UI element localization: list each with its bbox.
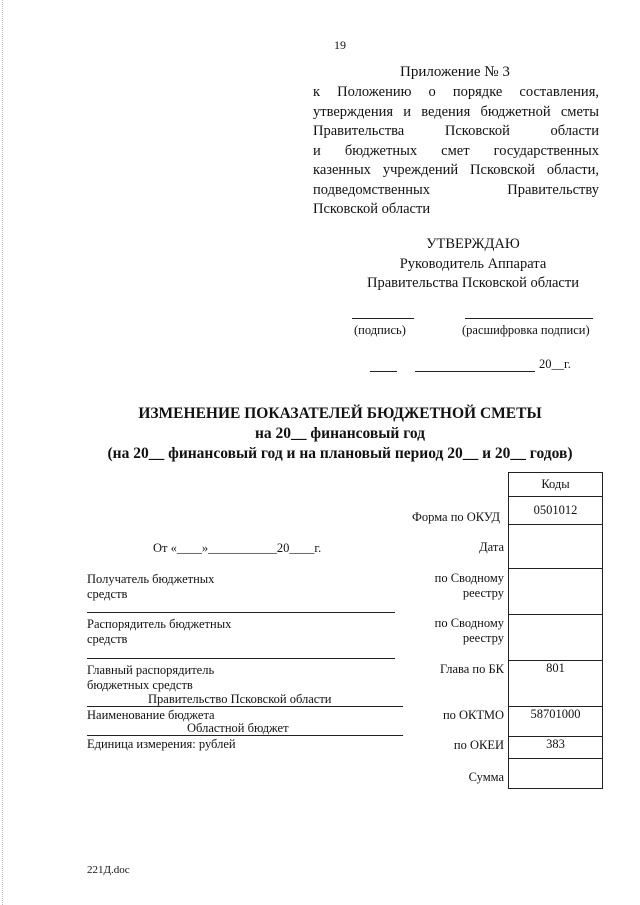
appendix-line: утверждения и ведения бюджетной сметы [313,103,599,120]
appendix-line: подведомственных Правительству [313,181,599,198]
budget-name-value: Областной бюджет [187,721,289,735]
appendix-text [313,83,599,220]
summa-label: Сумма [468,770,504,784]
main-distributor-value: Правительство Псковской области [148,692,332,706]
okei-label: по ОКЕИ [453,738,504,752]
code-oktmo: 58701000 [509,707,603,737]
code-svod1 [509,569,603,615]
appendix-line: к Положению о порядке составления, [313,84,599,100]
svod1-label-2: реестру [462,586,504,600]
signature-label: (подпись) [354,323,406,337]
unit-label: Единица измерения: рублей [87,737,236,751]
distributor-label: Распорядитель бюджетных [87,617,232,631]
recipient-label: Получатель бюджетных [87,572,215,586]
codes-header: Коды [509,473,603,497]
main-distributor-underline [87,706,403,707]
code-summa [509,759,603,789]
code-glava: 801 [509,661,603,707]
appendix-line: Псковской области [313,201,431,217]
code-date [509,525,603,569]
approval-organization: Правительства Псковской области [367,275,579,291]
recipient-underline [87,612,395,613]
budget-name-underline [87,735,403,736]
document-period: (на 20__ финансовый год и на плановый период 20__ и 20__ годов) [107,445,573,462]
page-number: 19 [334,38,346,52]
date-month-line [415,371,535,372]
main-distributor-label-2: бюджетных средств [87,678,193,692]
code-okei: 383 [509,737,603,759]
codes-table [508,472,603,789]
svod1-label: по Сводному [434,571,504,585]
appendix-line: и бюджетных смет государственных [313,142,599,159]
recipient-label-2: средств [87,587,128,601]
approval-title: УТВЕРЖДАЮ [426,236,520,252]
svod2-label: по Сводному [434,616,504,630]
document-subtitle: на 20__ финансовый год [254,425,425,442]
date-label: Дата [479,540,504,554]
appendix-line: казенных учреждений Псковской области, [313,162,599,178]
document-title: ИЗМЕНЕНИЕ ПОКАЗАТЕЛЕЙ БЮДЖЕТНОЙ СМЕТЫ [138,405,542,422]
code-svod2 [509,615,603,661]
date-day-line [370,371,397,372]
oktmo-label: по ОКТМО [442,708,504,722]
distributor-underline [87,658,395,659]
svod2-label-2: реестру [462,631,504,645]
main-distributor-label: Главный распорядитель [87,663,215,677]
code-okud: 0501012 [509,497,603,525]
signature-decode-label: (расшифровка подписи) [462,323,590,337]
date-year: 20__г. [539,357,571,371]
budget-name-label: Наименование бюджета [87,708,215,722]
glava-label: Глава по БК [439,662,504,676]
form-date-from: От «____»___________20____г. [153,541,322,555]
appendix-title: Приложение № 3 [400,64,510,80]
signature-line [352,318,414,319]
distributor-label-2: средств [87,632,128,646]
signature-decode-line [465,318,593,319]
appendix-line: Правительства Псковской области [313,123,599,139]
okud-label: Форма по ОКУД [412,510,500,524]
footer-filename: 221Д.doc [87,864,130,876]
approval-position: Руководитель Аппарата [399,256,547,272]
